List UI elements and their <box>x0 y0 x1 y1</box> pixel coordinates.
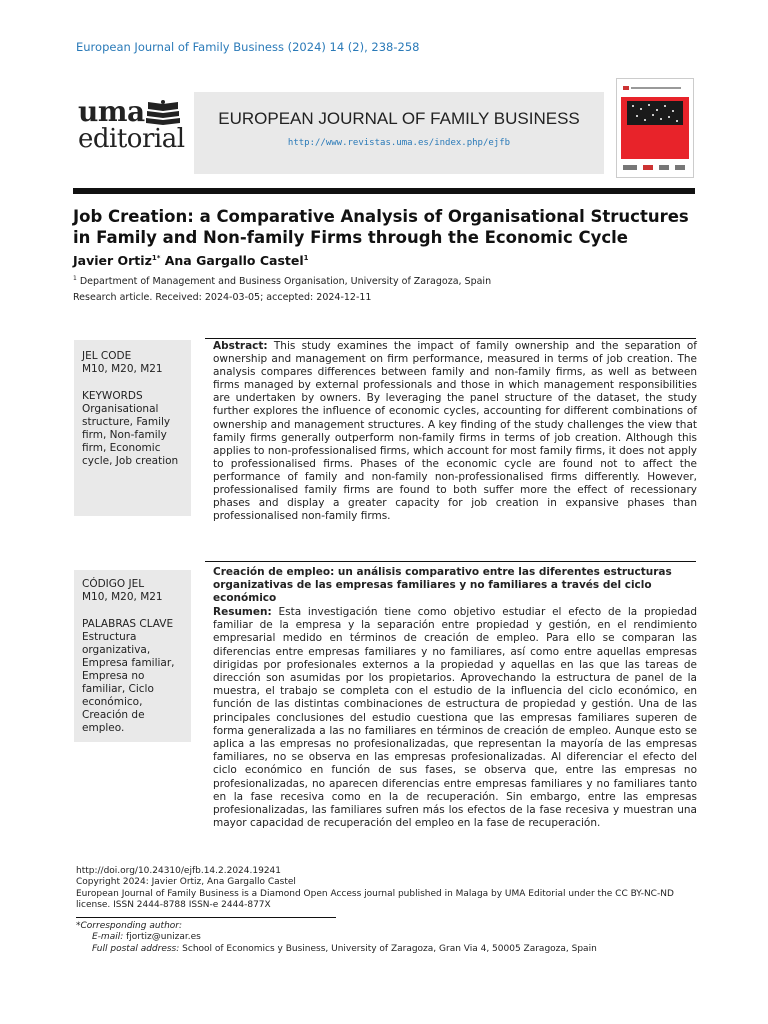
jel-code-value: M10, M20, M21 <box>82 363 163 375</box>
cover-footer-logos <box>621 163 689 173</box>
jel-code-label: JEL CODE <box>82 350 132 362</box>
resumen-top-rule <box>205 561 696 562</box>
cover-header-graphic <box>621 83 689 93</box>
journal-url-link[interactable]: http://www.revistas.uma.es/index.php/ejfb <box>287 138 511 148</box>
resumen-label: Resumen: <box>213 606 272 618</box>
logo-text-editorial: editorial <box>78 124 185 154</box>
journal-name: EUROPEAN JOURNAL OF FAMILY BUSINESS <box>218 109 580 128</box>
english-keywords-box <box>74 340 191 516</box>
palabras-clave-label: PALABRAS CLAVE <box>82 618 174 630</box>
resumen-text: Esta investigación tiene como objetivo estudiar el efecto de la propiedad familiar de la empresa y la separación entre propiedad y gestión, en el rendimiento empresarial medido en términos de creación de empleo. Para ello se comparan las diferencias entre empresas familiares y no familiares, así como entre aquellas empresas dirigidas por profesionales externos a la propiedad y aquellas en las que las tareas de dirección son asumidas por los propietarios. Aprovechando la estructura de panel de la muestra, el trabajo se completa con el estudio de la influencia del ciclo económico, en función de las distintas combinaciones de estructura de propiedad y gestión. Una de las principales conclusiones del estudio cuestiona que las empresas familiares superen de forma generalizada a las no familiares en términos de creación de empleo. Aunque esto se aplica a las empresas no profesionalizadas, que representan la mayoría de las empresas familiares, no se observa en las empresas profesionalizadas. Al diferenciar el efecto del ciclo económico en función de sus fases, se observa que, entre las empresas no profesionalizadas, no aparecen diferencias entre empresas familiares y no familiares tanto en la fase recesiva como en la de recuperación. Sin embargo, entre las empresas profesionalizadas, las familiares sufren más los efectos de la fase recesiva y muestran una mayor capacidad de recuperación del empleo en la fase de recuperación. <box>213 606 697 830</box>
keywords-value: Organisational structure, Family firm, Non-family firm, Economic cycle, Job creation <box>82 403 179 467</box>
abstract-text: This study examines the impact of family ownership and the separation of ownership and management on firm performance, measured in terms of job creation. The analysis compares differences between family and non-family firms, as well as between firms managed by external professionals and those in which management responsibilities are undertaken by owners. By leveraging the panel structure of the dataset, the study further explores the influence of economic cycles, accounting for different combinations of ownership and management structures. A key finding of the study challenges the view that family firms generally outperform non-family firms in terms of job creation. Although this applies to non-professionalised firms, which account for most family firms, it does not apply to professionalised firms. Phases of the economic cycle are found not to affect the performance of family and non-family non-professionalised firms differently. However, professionalised family firms are found to both suffer more the effect of recessionary phases and display a greater capacity for job creation in expansive phases than professionalised non-family firms. <box>213 340 697 523</box>
logo-text-uma: uma <box>78 95 145 128</box>
email-line <box>76 932 597 943</box>
affiliation-mark: 1 <box>73 275 77 282</box>
publication-info <box>76 866 700 912</box>
author-list <box>73 253 309 268</box>
codigo-jel-value: M10, M20, M21 <box>82 591 163 603</box>
abstract-label: Abstract: <box>213 340 268 352</box>
email-link[interactable]: fjortiz@unizar.es <box>126 932 201 943</box>
uma-editorial-logo <box>78 95 188 158</box>
header-divider <box>73 188 695 194</box>
address-line <box>76 944 597 955</box>
address-label: Full postal address: <box>92 943 180 954</box>
author-name: Javier Ortiz <box>73 253 152 268</box>
affiliation-text: Department of Management and Business Organisation, University of Zaragoza, Spain <box>79 276 492 288</box>
cover-pattern-graphic <box>627 101 683 125</box>
license-note: European Journal of Family Business is a Diamond Open Access journal published in Malaga by UMA Editorial under the CC BY-NC-ND license. ISSN 2444-8788 ISSN-e 2444-877X <box>76 888 674 911</box>
article-history: Research article. Received: 2024-03-05; accepted: 2024-12-11 <box>73 292 372 303</box>
journal-banner <box>194 92 604 174</box>
codigo-jel-label: CÓDIGO JEL <box>82 578 145 590</box>
article-title: Job Creation: a Comparative Analysis of Organisational Structures in Family and Non-family Firms through the Economic Cycle <box>73 207 689 247</box>
palabras-clave-value: Estructura organizativa, Empresa familiar, Empresa no familiar, Ciclo económico, Creación de empleo. <box>82 631 175 734</box>
corresponding-label: *Corresponding author: <box>76 921 183 931</box>
books-icon <box>144 100 182 126</box>
abstract <box>213 340 697 523</box>
copyright: Copyright 2024: Javier Ortiz, Ana Gargallo Castel <box>76 877 296 888</box>
abstract-top-rule <box>205 338 696 339</box>
doi-link[interactable]: http://doi.org/10.24310/ejfb.14.2.2024.19241 <box>76 866 281 876</box>
affiliation <box>73 275 491 287</box>
author-name: Ana Gargallo Castel <box>164 253 304 268</box>
journal-reference: European Journal of Family Business (2024) 14 (2), 238-258 <box>76 40 420 54</box>
spanish-keywords-box <box>74 570 191 742</box>
address-text: School of Economics y Business, University of Zaragoza, Gran Via 4, 50005 Zaragoza, Spain <box>182 943 597 954</box>
email-label: E-mail: <box>92 932 124 943</box>
resumen <box>213 606 697 830</box>
corresponding-author <box>76 921 597 955</box>
footnote-divider <box>76 917 336 918</box>
spanish-title: Creación de empleo: un análisis comparativo entre las diferentes estructuras organizativas de las empresas familiares y no familiares a través del ciclo económico <box>213 566 672 604</box>
journal-cover-image <box>616 78 694 178</box>
keywords-label: KEYWORDS <box>82 390 143 402</box>
author-mark: 1* <box>151 253 161 262</box>
author-mark: 1 <box>303 253 309 262</box>
